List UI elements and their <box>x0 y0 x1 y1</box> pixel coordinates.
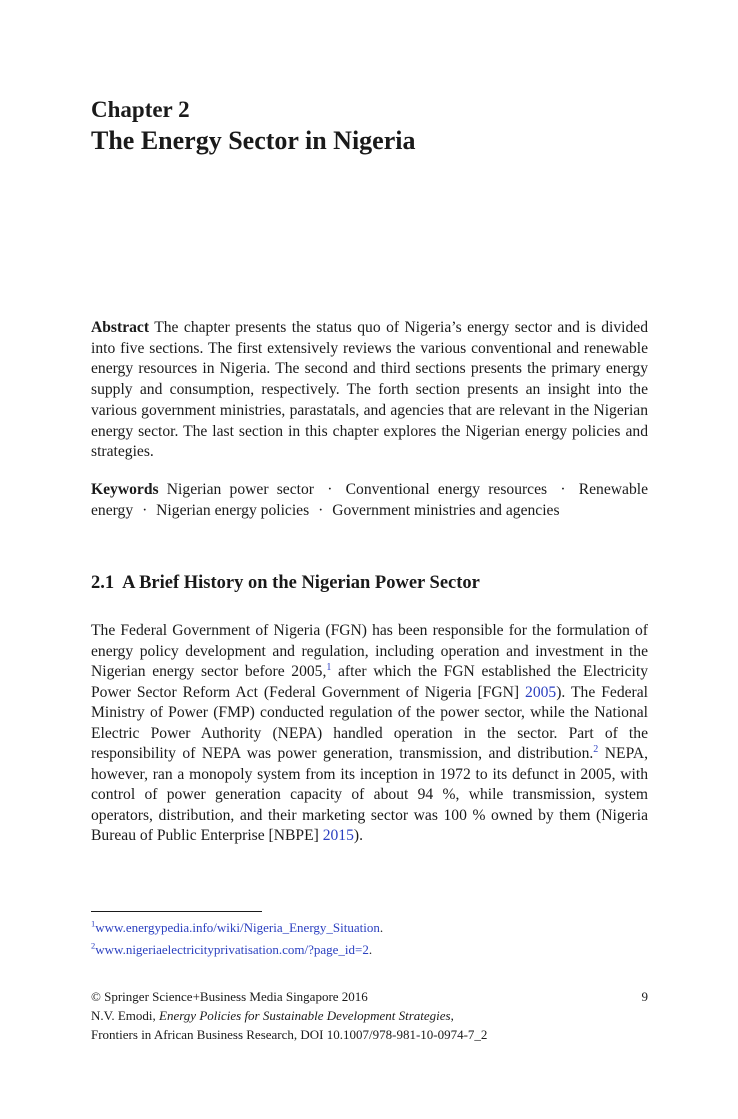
keyword-item: Nigerian energy policies <box>156 501 310 519</box>
page-number: 9 <box>641 989 648 1004</box>
footnote-1 <box>91 919 383 936</box>
footnote-ref-2[interactable]: 2 <box>593 743 599 755</box>
body-text: ). The Federal Ministry of Power (FMP) conducted regulation of the power sector, while the National Electric Power Authority (NEPA) handled operation in the sector. Part of the responsibility of NEPA was power generation, transmission, and distribution. <box>91 683 648 762</box>
keyword-separator: · <box>318 501 324 519</box>
citation-link[interactable]: 2015 <box>322 827 354 844</box>
body-text: The Federal Government of Nigeria (FGN) has been responsible for the formulation of energy policy development and regulation, including operation and investment in the Nigerian energy sector before 2005, <box>91 622 648 680</box>
keyword-item: Government ministries and agencies <box>332 501 560 519</box>
citation-link[interactable]: 2005 <box>525 683 557 701</box>
footnote-end: . <box>368 942 373 957</box>
section-title: A Brief History on the Nigerian Power Sector <box>122 573 480 593</box>
footnote-link[interactable]: www.energypedia.info/wiki/Nigeria_Energy_Situation <box>95 920 380 935</box>
abstract-label: Abstract <box>91 319 150 336</box>
series-doi-line: Frontiers in African Business Research, DOI 10.1007/978-981-10-0974-7_2 <box>91 1027 488 1042</box>
keyword-item: Conventional energy resources <box>345 481 548 498</box>
copyright-line: © Springer Science+Business Media Singapore 2016 <box>91 989 368 1004</box>
author-line <box>91 1006 648 1025</box>
keyword-separator: · <box>142 501 148 519</box>
footnote-2 <box>91 941 372 958</box>
section-heading <box>91 571 480 595</box>
chapter-title: The Energy Sector in Nigeria <box>91 126 416 155</box>
section-number: 2.1 <box>91 573 115 593</box>
book-title: Energy Policies for Sustainable Development Strategies <box>159 1008 451 1023</box>
body-text: NEPA, however, ran a monopoly system from its inception in 1972 to its defunct in 2005, with control of power generation capacity of about 94 %, while transmission, system operators, distribution, and their marketing sector was 100 % owned by them (Nigeria Bureau of Public Enterprise [NBPE] <box>91 745 648 844</box>
abstract-text: The chapter presents the status quo of Nigeria’s energy sector and is divided into five sections. The first extensively reviews the various conventional and renewable energy resources in Nigeria. The second and third sections presents the primary energy supply and consumption, respectively. The forth section presents an insight into the various government ministries, parastatals, and agencies that are relevant in the Nigerian energy sector. The last section in this chapter explores the Nigerian energy policies and strategies. <box>91 319 648 461</box>
body-text: after which the FGN established the Electricity Power Sector Reform Act (Federal Government of Nigeria [FGN] <box>91 663 648 701</box>
footnote-number: 2 <box>91 940 96 951</box>
footnote-link[interactable]: www.nigeriaelectricityprivatisation.com/?page_id=2 <box>95 942 369 957</box>
punctuation: , <box>450 1008 454 1023</box>
keywords-label: Keywords <box>91 481 159 498</box>
body-paragraph <box>91 621 648 847</box>
footnote-number: 1 <box>91 918 96 929</box>
keyword-separator: · <box>327 481 333 498</box>
chapter-label: Chapter 2 <box>91 97 190 122</box>
footnote-divider <box>91 911 262 912</box>
keyword-item: Renewable energy <box>91 481 649 519</box>
footnote-ref-1[interactable]: 1 <box>326 661 332 673</box>
keyword-separator: · <box>560 481 566 498</box>
footnote-end: . <box>379 920 384 935</box>
publication-meta <box>91 987 648 1044</box>
abstract <box>91 318 648 463</box>
body-text: ). <box>353 827 363 844</box>
keyword-item: Nigerian power sector <box>166 481 314 498</box>
author-name: N.V. Emodi, <box>91 1008 156 1023</box>
keywords <box>91 480 648 521</box>
